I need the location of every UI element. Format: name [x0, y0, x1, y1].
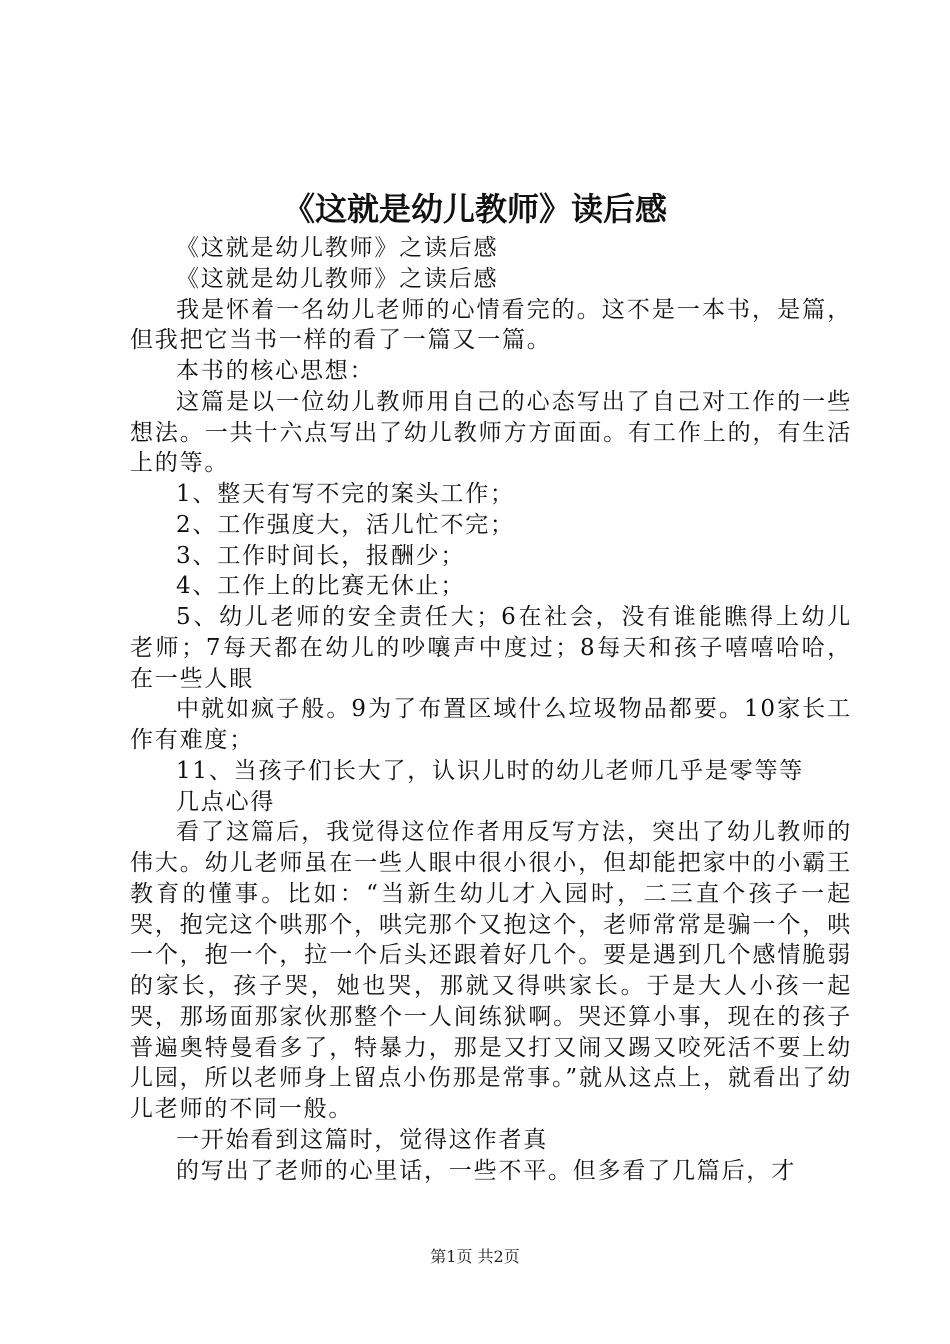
list-item: 1、整天有写不完的案头工作； — [176, 481, 515, 507]
list-item: 11、当孩子们长大了，认识儿时的幼儿老师几乎是零等等 — [176, 757, 805, 784]
paragraph: 《这就是幼儿教师》之读后感 — [176, 265, 499, 292]
paragraph: 我是怀着一名幼儿老师的心情看完的。这不是一本书，是篇，但我把它当书一样的看了一篇又一篇。 — [130, 296, 852, 354]
paragraph: 中就如疯子般。9为了布置区域什么垃圾物品都要。10家长工作有难度； — [130, 696, 852, 753]
list-item: 5、幼儿老师的安全责任大；6在社会，没有谁能瞧得上幼儿老师；7每天都在幼儿的吵嚷声中度过；8每天和孩子嘻嘻哈哈，在一些人眼 — [130, 604, 852, 692]
document-body — [130, 233, 852, 1186]
paragraph: 《这就是幼儿教师》之读后感 — [176, 235, 499, 261]
page-number-footer: 第1页 共2页 — [430, 1247, 520, 1266]
list-item: 2、工作强度大，活儿忙不完； — [176, 511, 515, 538]
paragraph: 的写出了老师的心里话，一些不平。但多看了几篇后，才 — [176, 1157, 796, 1184]
document-title: 《这就是幼儿教师》读后感 — [282, 190, 667, 228]
list-item: 4、工作上的比赛无休止； — [176, 573, 466, 600]
paragraph: 看了这篇后，我觉得这位作者用反写方法，突出了幼儿教师的伟大。幼儿老师虽在一些人眼中很小很小，但却能把家中的小霸王教育的懂事。比如：“当新生幼儿才入园时，二三直个孩子一起哭，抱完这个哄那个，哄完那个又抱这个，老师常常是骗一个，哄一个，抱一个，拉一个后头还跟着好几个。要是遇到几个感情脆弱的家长，孩子哭，她也哭，那就又得哄家长。于是大人小孩一起哭，那场面那家伙那整个一人间练狱啊。哭还算小事，现在的孩子普遍奥特曼看多了，特暴力，那是又打又闹又踢又咬死活不要上幼儿园，所以老师身上留点小伤那是常事。”就从这点上，就看出了幼儿老师的不同一般。 — [130, 819, 852, 1122]
paragraph: 这篇是以一位幼儿教师用自己的心态写出了自己对工作的一些想法。一共十六点写出了幼儿教师方方面面。有工作上的，有生活上的等。 — [130, 388, 852, 477]
paragraph: 一开始看到这篇时，觉得这作者真 — [176, 1126, 548, 1153]
section-heading: 几点心得 — [176, 788, 276, 815]
paragraph: 本书的核心思想： — [176, 358, 375, 384]
list-item: 3、工作时间长，报酬少； — [176, 542, 466, 569]
